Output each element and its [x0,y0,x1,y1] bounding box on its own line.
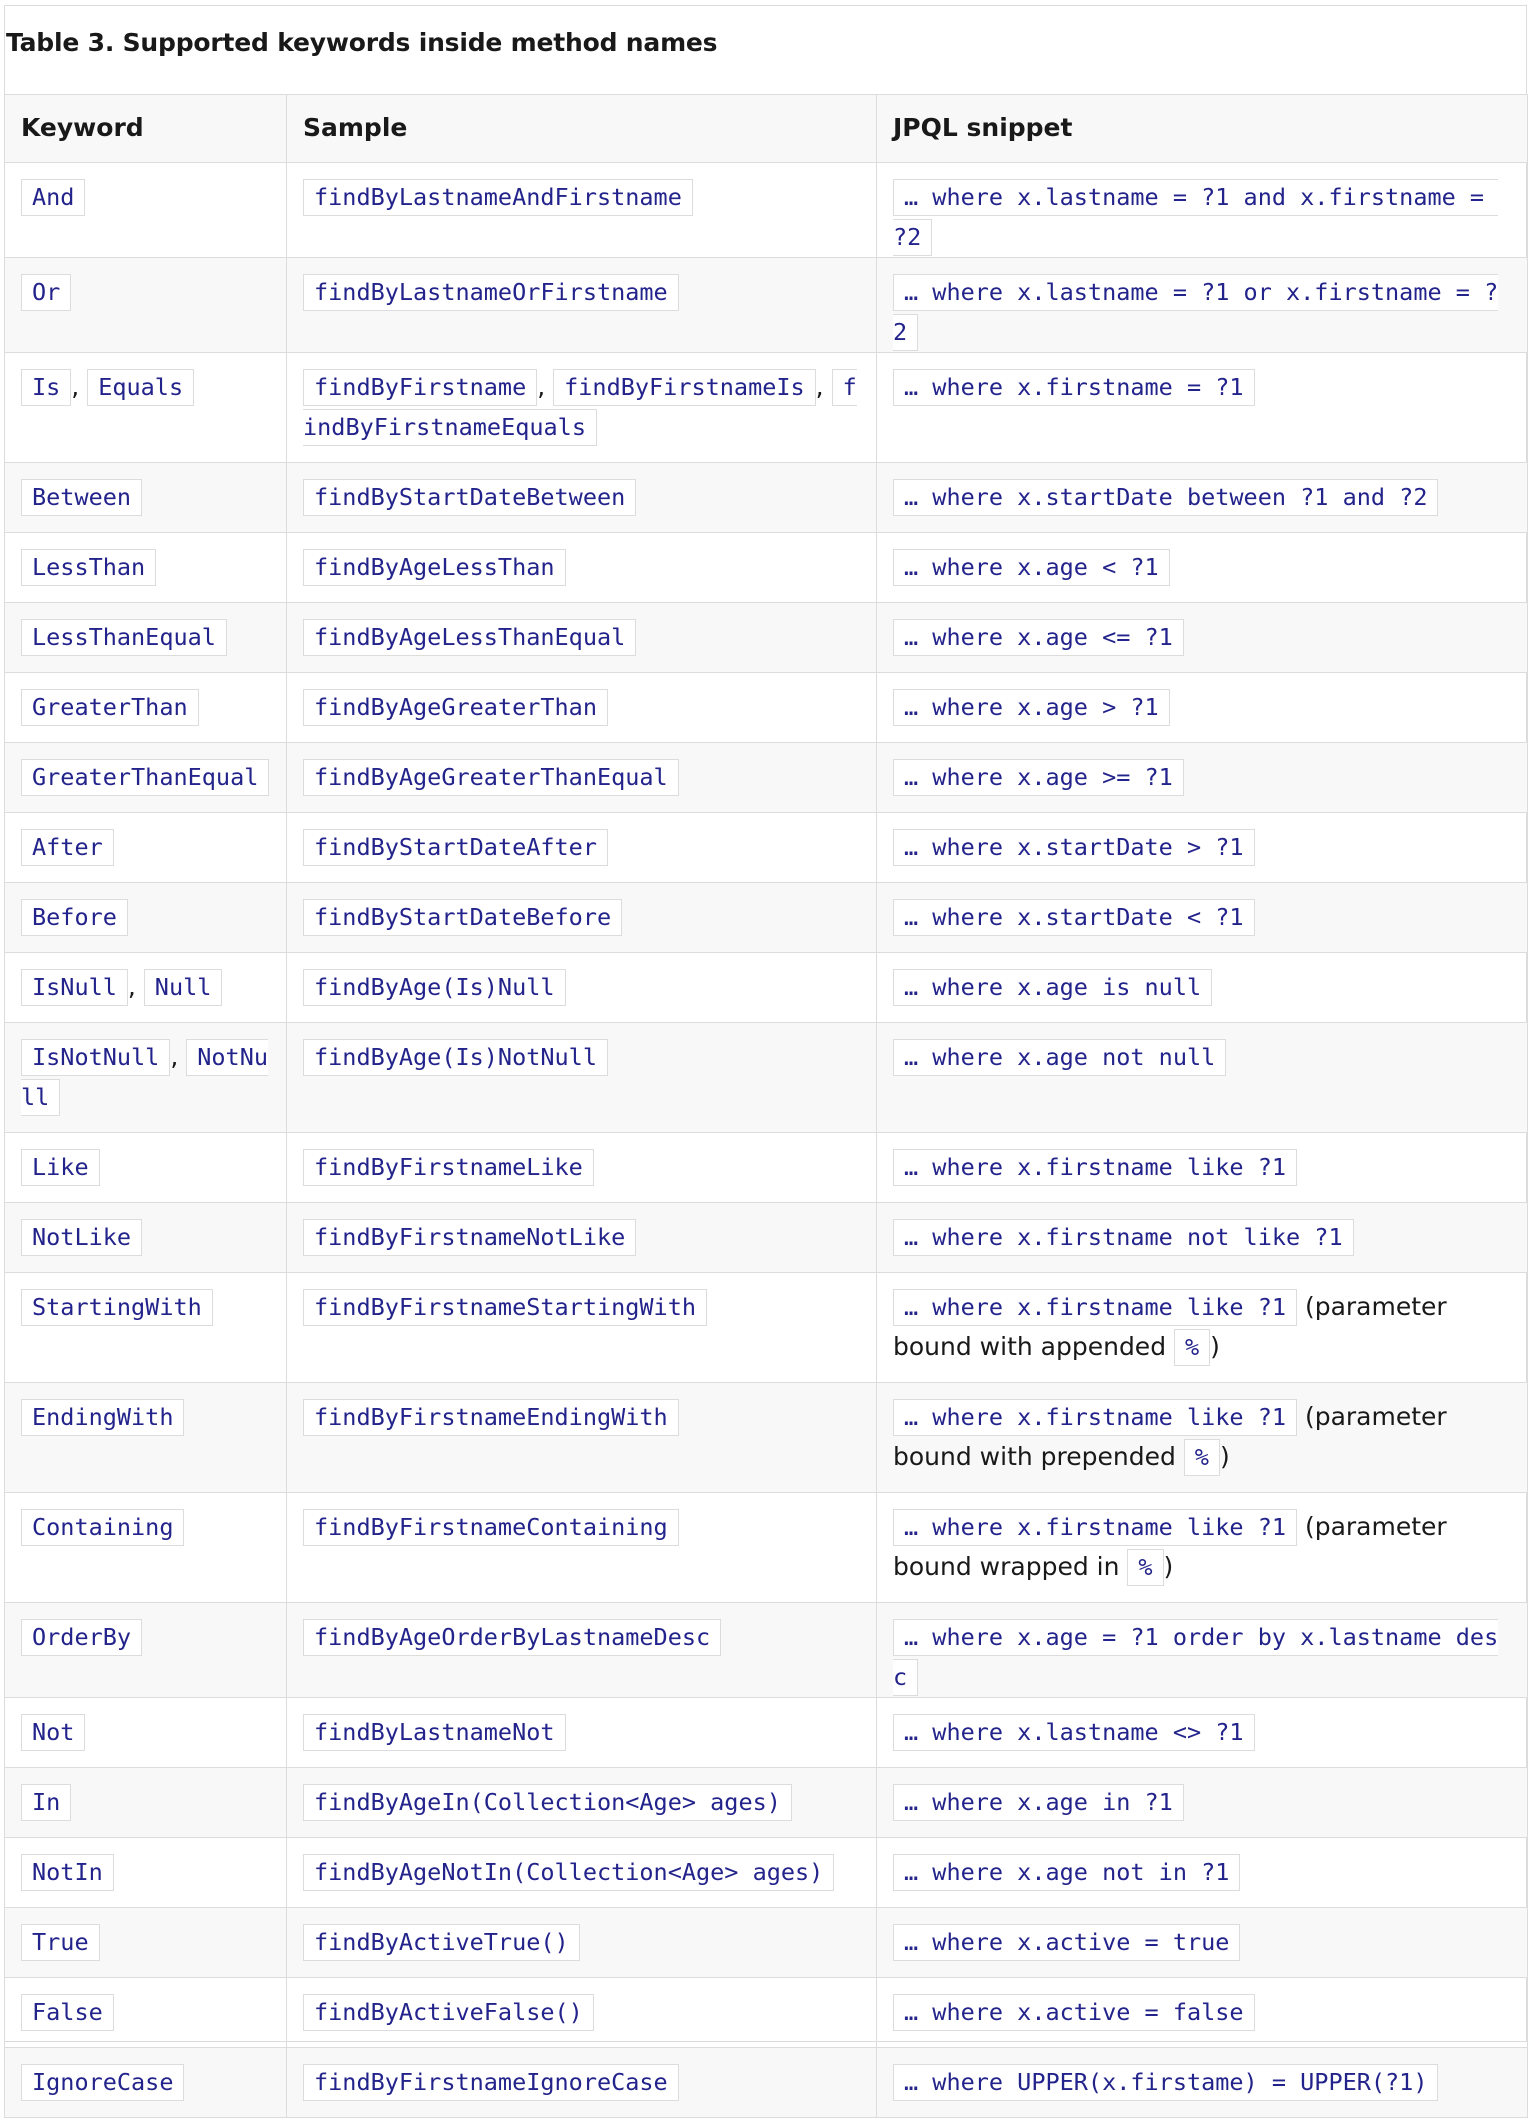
table-row [5,1908,1528,1978]
jpql-cell [877,813,1528,883]
sample-code: findByAgeOrderByLastnameDesc [303,1619,721,1656]
sample-cell [287,953,877,1023]
sample-cell [287,353,877,463]
jpql-cell [877,353,1528,463]
jpql-code: … where x.active = true [893,1924,1240,1961]
keyword-code: NotLike [21,1219,142,1256]
keyword-cell [5,258,287,353]
keyword-code: IgnoreCase [21,2064,184,2101]
jpql-note-code: % [1174,1329,1210,1366]
jpql-code: … where x.age <= ?1 [893,619,1184,656]
separator-comma: , [127,972,144,1001]
separator-comma: , [170,1042,187,1071]
sample-cell [287,1698,877,1768]
jpql-code: … where x.age < ?1 [893,549,1170,586]
keyword-cell [5,533,287,603]
table-row [5,1978,1528,2048]
keyword-code: Or [21,274,71,311]
keyword-code: GreaterThanEqual [21,759,269,796]
keyword-code: IsNull [21,969,128,1006]
column-header-jpql: JPQL snippet [877,95,1528,163]
sample-code: findByFirstnameEndingWith [303,1399,679,1436]
keyword-code: NotNull [21,1039,268,1116]
table-row [5,1203,1528,1273]
table-row [5,1838,1528,1908]
sample-code: findByLastnameOrFirstname [303,274,679,311]
column-header-sample: Sample [287,95,877,163]
sample-cell [287,603,877,673]
sample-code: findByFirstnameStartingWith [303,1289,707,1326]
jpql-cell [877,258,1528,353]
keyword-code: IsNotNull [21,1039,170,1076]
keyword-code: StartingWith [21,1289,213,1326]
sample-code: findByStartDateAfter [303,829,608,866]
keyword-cell [5,163,287,258]
keyword-code: In [21,1784,71,1821]
keyword-code: Not [21,1714,85,1751]
sample-code: findByStartDateBefore [303,899,622,936]
sample-cell [287,1603,877,1698]
jpql-code: … where x.firstname like ?1 [893,1399,1297,1436]
jpql-code: … where x.firstname like ?1 [893,1149,1297,1186]
jpql-cell [877,603,1528,673]
keyword-code: True [21,1924,100,1961]
sample-code: findByActiveTrue() [303,1924,580,1961]
jpql-cell [877,1273,1528,1383]
jpql-code: … where x.lastname = ?1 or x.firstname = ?2 [893,274,1498,351]
jpql-cell [877,1603,1528,1698]
separator-comma: , [815,372,832,401]
sample-code: findByAgeIn(Collection<Age> ages) [303,1784,792,1821]
table-row [5,463,1528,533]
keyword-cell [5,1383,287,1493]
keyword-code: LessThan [21,549,156,586]
keyword-cell [5,883,287,953]
sample-code: findByAge(Is)Null [303,969,566,1006]
keyword-code: Equals [87,369,194,406]
sample-cell [287,1908,877,1978]
jpql-code: … where x.firstname = ?1 [893,369,1255,406]
jpql-cell [877,163,1528,258]
table-row [5,2048,1528,2118]
jpql-note: (parameter bound with prepended [893,1402,1447,1471]
jpql-cell [877,1203,1528,1273]
keyword-code: And [21,179,85,216]
keyword-cell [5,813,287,883]
jpql-code: … where x.age >= ?1 [893,759,1184,796]
sample-code: findByLastnameAndFirstname [303,179,693,216]
table-row [5,743,1528,813]
table-row [5,1273,1528,1383]
jpql-code: … where x.lastname <> ?1 [893,1714,1255,1751]
jpql-code: … where x.age is null [893,969,1212,1006]
table-caption: Table 3. Supported keywords inside method names [6,28,718,57]
keyword-cell [5,1838,287,1908]
table-row [5,533,1528,603]
table-row [5,1133,1528,1203]
table-row [5,1698,1528,1768]
jpql-note-end: ) [1163,1552,1174,1581]
keyword-cell [5,1698,287,1768]
keyword-cell [5,353,287,463]
jpql-cell [877,1698,1528,1768]
jpql-cell [877,1908,1528,1978]
sample-code: findByFirstnameNotLike [303,1219,636,1256]
jpql-cell [877,2048,1528,2118]
table-row [5,1603,1528,1698]
jpql-note-end: ) [1210,1332,1220,1361]
keywords-table [4,94,1528,2118]
table-row [5,813,1528,883]
jpql-cell [877,463,1528,533]
jpql-code: … where x.firstname not like ?1 [893,1219,1354,1256]
sample-code: findByAgeGreaterThan [303,689,608,726]
separator-comma: , [71,372,88,401]
keyword-cell [5,1978,287,2048]
sample-code: findByFirstnameLike [303,1149,594,1186]
sample-cell [287,258,877,353]
table-row [5,1493,1528,1603]
keyword-code: NotIn [21,1854,114,1891]
jpql-cell [877,883,1528,953]
jpql-cell [877,1133,1528,1203]
sample-cell [287,1273,877,1383]
sample-code: findByActiveFalse() [303,1994,594,2031]
jpql-code: … where x.startDate < ?1 [893,899,1255,936]
sample-code: findByFirstname [303,369,537,406]
keyword-cell [5,1768,287,1838]
jpql-cell [877,1838,1528,1908]
table-row [5,673,1528,743]
sample-cell [287,1838,877,1908]
jpql-code: … where x.startDate between ?1 and ?2 [893,479,1438,516]
table-row [5,258,1528,353]
jpql-cell [877,1978,1528,2048]
keyword-code: LessThanEqual [21,619,227,656]
keyword-cell [5,603,287,673]
keyword-code: After [21,829,114,866]
keyword-cell [5,1273,287,1383]
sample-cell [287,1133,877,1203]
sample-cell [287,1768,877,1838]
sample-code: findByFirstnameEquals [303,369,857,446]
sample-cell [287,1383,877,1493]
sample-cell [287,743,877,813]
jpql-code: … where x.age in ?1 [893,1784,1184,1821]
keyword-code: OrderBy [21,1619,142,1656]
jpql-code: … where x.age not in ?1 [893,1854,1240,1891]
keyword-cell [5,1023,287,1133]
column-header-keyword: Keyword [5,95,287,163]
jpql-note: (parameter bound wrapped in [893,1512,1447,1581]
header-row [5,95,1528,163]
sample-code: findByAgeLessThan [303,549,566,586]
jpql-code: … where x.firstname like ?1 [893,1509,1297,1546]
sample-code: findByStartDateBetween [303,479,636,516]
sample-cell [287,1203,877,1273]
jpql-note-code: % [1127,1549,1163,1586]
sample-cell [287,673,877,743]
keyword-cell [5,1493,287,1603]
keyword-code: Null [144,969,223,1006]
keyword-cell [5,1603,287,1698]
sample-code: findByAge(Is)NotNull [303,1039,608,1076]
jpql-code: … where x.firstname like ?1 [893,1289,1297,1326]
jpql-code: … where x.active = false [893,1994,1255,2031]
sample-cell [287,163,877,258]
jpql-cell [877,1768,1528,1838]
keyword-code: Is [21,369,71,406]
keyword-cell [5,1908,287,1978]
keyword-code: Before [21,899,128,936]
table-row [5,1023,1528,1133]
jpql-note: (parameter bound with appended [893,1292,1447,1361]
sample-cell [287,533,877,603]
keyword-code: EndingWith [21,1399,184,1436]
sample-code: findByFirstnameContaining [303,1509,679,1546]
keyword-code: Containing [21,1509,184,1546]
keyword-cell [5,2048,287,2118]
table-row [5,353,1528,463]
jpql-cell [877,533,1528,603]
jpql-code: … where UPPER(x.firstame) = UPPER(?1) [893,2064,1438,2101]
jpql-code: … where x.age not null [893,1039,1226,1076]
sample-code: findByAgeGreaterThanEqual [303,759,679,796]
keyword-cell [5,463,287,533]
keyword-code: Between [21,479,142,516]
jpql-cell [877,953,1528,1023]
keyword-cell [5,1133,287,1203]
sample-cell [287,883,877,953]
table-row [5,1768,1528,1838]
keyword-cell [5,1203,287,1273]
keyword-cell [5,673,287,743]
keyword-code: Like [21,1149,100,1186]
jpql-note-code: % [1184,1439,1220,1476]
jpql-code: … where x.startDate > ?1 [893,829,1255,866]
separator-comma: , [537,372,554,401]
keyword-code: False [21,1994,114,2031]
sample-cell [287,1493,877,1603]
keyword-code: GreaterThan [21,689,199,726]
table-row [5,163,1528,258]
jpql-cell [877,1023,1528,1133]
table-row [5,883,1528,953]
sample-cell [287,463,877,533]
jpql-note-end: ) [1219,1442,1230,1471]
keyword-cell [5,953,287,1023]
sample-code: findByFirstnameIgnoreCase [303,2064,679,2101]
sample-cell [287,813,877,883]
table-row [5,603,1528,673]
jpql-cell [877,743,1528,813]
sample-cell [287,1023,877,1133]
jpql-code: … where x.age > ?1 [893,689,1170,726]
sample-cell [287,1978,877,2048]
sample-code: findByFirstnameIs [553,369,816,406]
table-body [5,163,1528,2118]
jpql-code: … where x.age = ?1 order by x.lastname desc [893,1619,1498,1696]
sample-code: findByAgeLessThanEqual [303,619,636,656]
keyword-cell [5,743,287,813]
sample-cell [287,2048,877,2118]
table-row [5,1383,1528,1493]
jpql-cell [877,1493,1528,1603]
jpql-cell [877,673,1528,743]
jpql-code: … where x.lastname = ?1 and x.firstname = ?2 [893,179,1498,256]
sample-code: findByAgeNotIn(Collection<Age> ages) [303,1854,834,1891]
jpql-cell [877,1383,1528,1493]
keywords-table-container [4,5,1527,2096]
sample-code: findByLastnameNot [303,1714,566,1751]
table-row [5,953,1528,1023]
